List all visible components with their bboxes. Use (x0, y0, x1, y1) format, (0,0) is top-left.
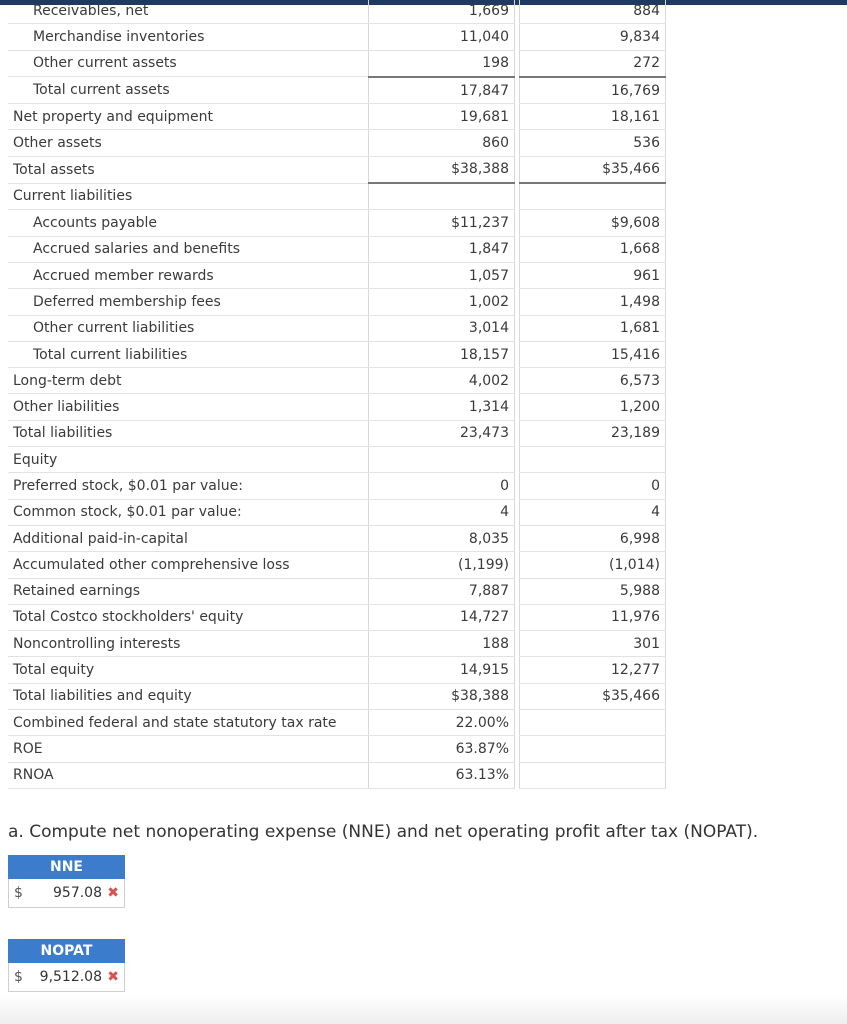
currency-symbol: $ (14, 885, 23, 901)
row-label: Total Costco stockholders' equity (8, 604, 369, 630)
value-col-1: 0 (369, 473, 515, 499)
row-label: Total liabilities and equity (8, 683, 369, 709)
value-col-2: 5,988 (520, 578, 666, 604)
table-row (8, 77, 666, 104)
value-col-2 (520, 736, 666, 762)
value-col-2: 16,769 (520, 77, 666, 104)
row-label: ROE (8, 736, 369, 762)
row-label: Total assets (8, 156, 369, 183)
value-col-2: 1,200 (520, 394, 666, 420)
nopat-answer-box (8, 939, 125, 992)
table-row (8, 289, 666, 315)
table-row (8, 130, 666, 156)
table-row (8, 552, 666, 578)
table-row (8, 762, 666, 788)
value-col-1: $38,388 (369, 156, 515, 183)
value-col-1: 63.87% (369, 736, 515, 762)
value-col-1 (369, 183, 515, 210)
table-row (8, 262, 666, 288)
value-col-1: 63.13% (369, 762, 515, 788)
value-col-2: $9,608 (520, 210, 666, 236)
value-col-2: 23,189 (520, 420, 666, 446)
value-col-2: 12,277 (520, 657, 666, 683)
value-col-1: 1,847 (369, 236, 515, 262)
table-row (8, 210, 666, 236)
value-col-2: 15,416 (520, 341, 666, 367)
table-row (8, 315, 666, 341)
table-row (8, 156, 666, 183)
value-col-2: $35,466 (520, 683, 666, 709)
currency-symbol: $ (14, 969, 23, 985)
bottom-fade (0, 994, 847, 1024)
table-row (8, 578, 666, 604)
value-col-1: 22.00% (369, 710, 515, 736)
table-row (8, 473, 666, 499)
nopat-input[interactable] (8, 963, 125, 992)
table-row (8, 736, 666, 762)
value-col-2: 0 (520, 473, 666, 499)
value-col-1: 17,847 (369, 77, 515, 104)
row-label: Total liabilities (8, 420, 369, 446)
row-label: Other current assets (8, 50, 369, 77)
value-col-1: 14,915 (369, 657, 515, 683)
row-label: Preferred stock, $0.01 par value: (8, 473, 369, 499)
table-row (8, 368, 666, 394)
value-col-1: 8,035 (369, 525, 515, 551)
value-col-2: 301 (520, 631, 666, 657)
value-col-1 (369, 447, 515, 473)
value-col-1: 4 (369, 499, 515, 525)
table-row (8, 24, 666, 50)
nopat-header: NOPAT (8, 939, 125, 963)
value-col-2: 1,681 (520, 315, 666, 341)
value-col-1: 3,014 (369, 315, 515, 341)
value-col-1: 1,057 (369, 262, 515, 288)
row-label: Deferred membership fees (8, 289, 369, 315)
nne-answer-box (8, 855, 125, 908)
value-col-1: 188 (369, 631, 515, 657)
value-col-2: 11,976 (520, 604, 666, 630)
value-col-1: 19,681 (369, 104, 515, 130)
row-label: Accrued salaries and benefits (8, 236, 369, 262)
value-col-1: 23,473 (369, 420, 515, 446)
table-row (8, 341, 666, 367)
row-label: Merchandise inventories (8, 24, 369, 50)
balance-sheet-table (8, 0, 666, 789)
row-label: Total current assets (8, 77, 369, 104)
value-col-1: 198 (369, 50, 515, 77)
value-col-1: $11,237 (369, 210, 515, 236)
value-col-1: 1,002 (369, 289, 515, 315)
table-row (8, 657, 666, 683)
incorrect-x-icon: ✖ (107, 885, 119, 901)
row-label: Accumulated other comprehensive loss (8, 552, 369, 578)
table-row (8, 104, 666, 130)
table-row (8, 604, 666, 630)
nne-header: NNE (8, 855, 125, 879)
row-label: Retained earnings (8, 578, 369, 604)
value-col-2: 4 (520, 499, 666, 525)
table-row (8, 447, 666, 473)
row-label: Current liabilities (8, 183, 369, 210)
value-col-2 (520, 762, 666, 788)
row-label: RNOA (8, 762, 369, 788)
value-col-1: 18,157 (369, 341, 515, 367)
nne-input[interactable] (8, 879, 125, 908)
table-row (8, 525, 666, 551)
table-row (8, 683, 666, 709)
nopat-value: 9,512.08 (39, 969, 102, 985)
value-col-1: 860 (369, 130, 515, 156)
row-label: Net property and equipment (8, 104, 369, 130)
value-col-1: (1,199) (369, 552, 515, 578)
table-row (8, 0, 666, 24)
value-col-2: 9,834 (520, 24, 666, 50)
row-label: Equity (8, 447, 369, 473)
row-label: Common stock, $0.01 par value: (8, 499, 369, 525)
value-col-1: 11,040 (369, 24, 515, 50)
row-label: Total current liabilities (8, 341, 369, 367)
row-label: Total equity (8, 657, 369, 683)
value-col-1: 4,002 (369, 368, 515, 394)
value-col-2: 272 (520, 50, 666, 77)
value-col-2: 961 (520, 262, 666, 288)
value-col-1: 14,727 (369, 604, 515, 630)
table-row (8, 50, 666, 77)
value-col-2: 536 (520, 130, 666, 156)
value-col-2: 6,573 (520, 368, 666, 394)
row-label: Other liabilities (8, 394, 369, 420)
value-col-2 (520, 447, 666, 473)
value-col-2: 884 (520, 0, 666, 24)
value-col-2: 18,161 (520, 104, 666, 130)
value-col-1: $38,388 (369, 683, 515, 709)
row-label: Receivables, net (8, 0, 369, 24)
table-row (8, 394, 666, 420)
row-label: Other current liabilities (8, 315, 369, 341)
table-row (8, 710, 666, 736)
value-col-2: 1,498 (520, 289, 666, 315)
nne-value: 957.08 (53, 885, 102, 901)
table-row (8, 183, 666, 210)
value-col-2: $35,466 (520, 156, 666, 183)
value-col-2: 6,998 (520, 525, 666, 551)
value-col-2 (520, 710, 666, 736)
row-label: Other assets (8, 130, 369, 156)
value-col-2: 1,668 (520, 236, 666, 262)
table-row (8, 420, 666, 446)
row-label: Additional paid-in-capital (8, 525, 369, 551)
row-label: Combined federal and state statutory tax rate (8, 710, 369, 736)
value-col-1: 1,314 (369, 394, 515, 420)
incorrect-x-icon: ✖ (107, 969, 119, 985)
value-col-2 (520, 183, 666, 210)
row-label: Accrued member rewards (8, 262, 369, 288)
table-row (8, 631, 666, 657)
question-text: a. Compute net nonoperating expense (NNE) and net operating profit after tax (NOPAT). (8, 822, 759, 842)
table-row (8, 499, 666, 525)
value-col-1: 7,887 (369, 578, 515, 604)
row-label: Noncontrolling interests (8, 631, 369, 657)
table-row (8, 236, 666, 262)
row-label: Long-term debt (8, 368, 369, 394)
value-col-1: 1,669 (369, 0, 515, 24)
value-col-2: (1,014) (520, 552, 666, 578)
row-label: Accounts payable (8, 210, 369, 236)
